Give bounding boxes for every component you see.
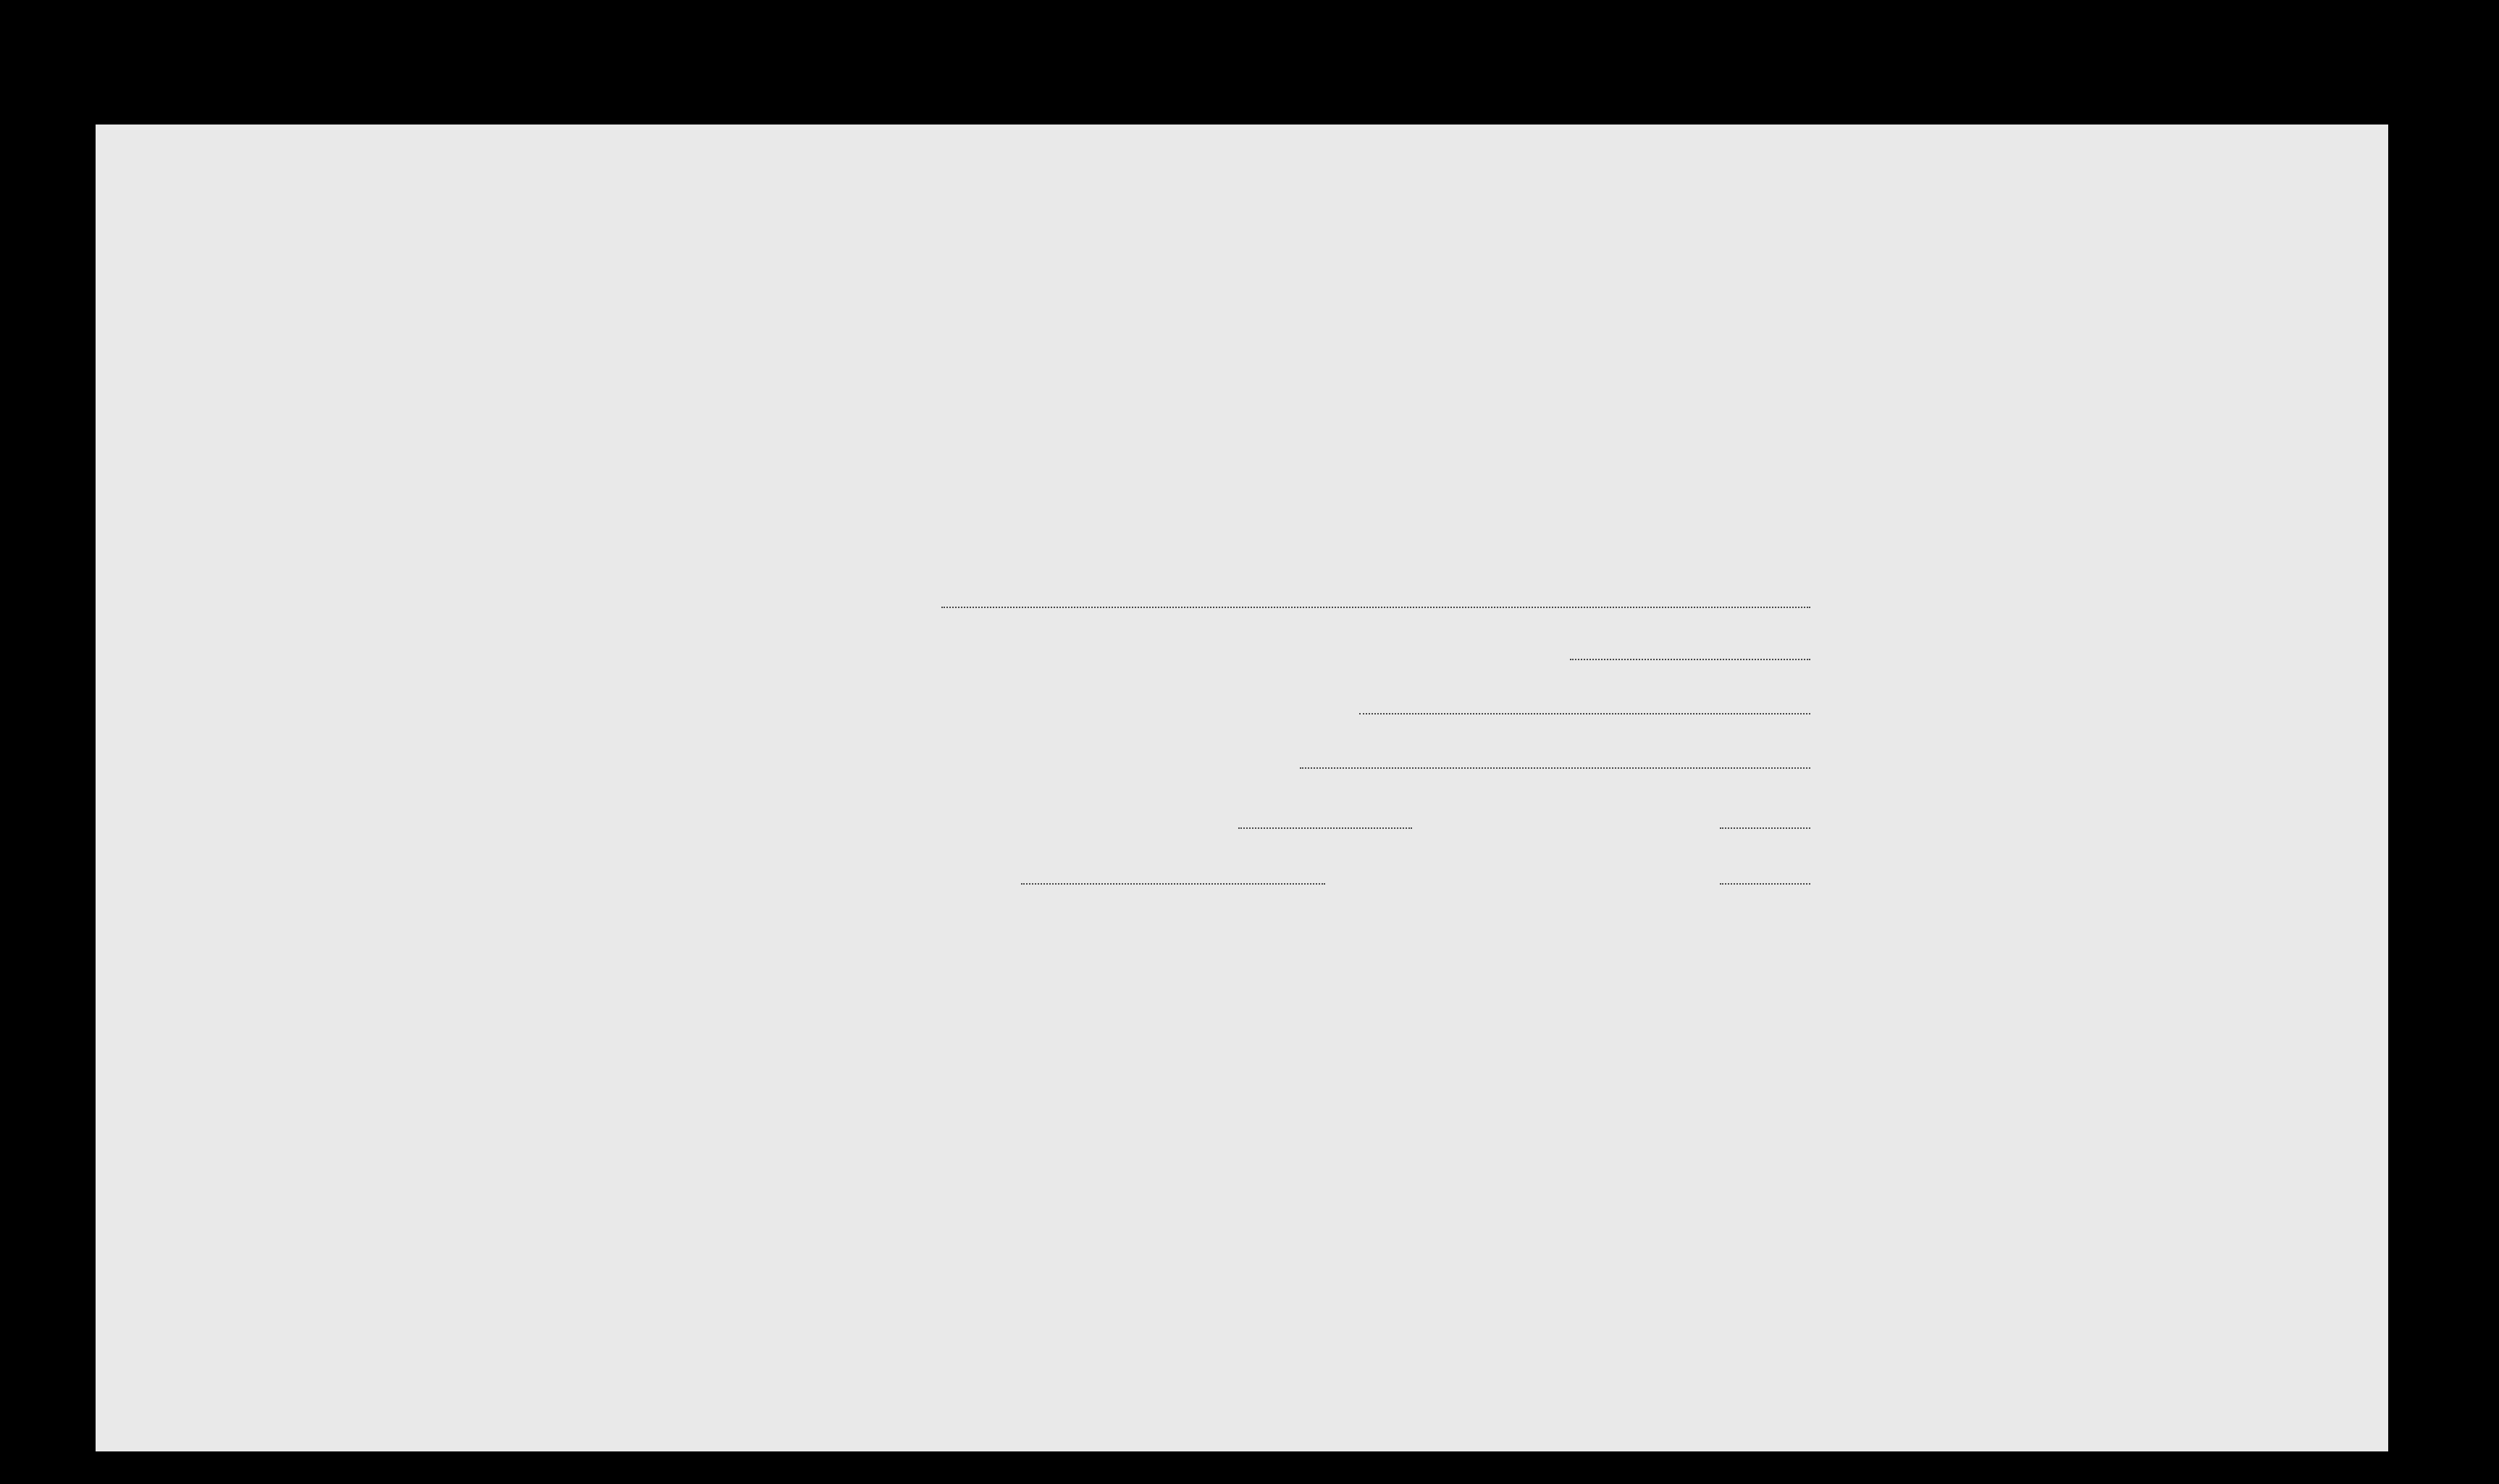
row-uchrezhdeniy [167,1286,293,1344]
vnenadelnykh-label [98,1223,163,1346]
row-svoem [167,1108,293,1165]
answer-2-line [1570,659,1810,660]
nadelnykh-label [101,1108,138,1223]
row-chuzhikh [167,1167,293,1225]
trade-title [391,462,724,491]
trade-qty-header [630,503,724,539]
answer-5-line [1238,827,1412,829]
answer-5b-line [1720,827,1810,829]
trade-name-header [391,507,630,536]
answer-1-line [941,607,1810,608]
population-title [1839,463,1904,927]
desyatin-header [532,778,626,807]
row-chastnykh [167,1227,293,1285]
row-itogo [109,1346,293,1390]
workers-title [319,463,391,927]
answer-3-line [1359,713,1810,714]
answer-6b-line [1720,883,1810,885]
census-card [96,125,2388,1451]
answer-6-line [1021,883,1325,885]
answer-4-line [1300,767,1810,769]
korney-header [627,778,721,807]
